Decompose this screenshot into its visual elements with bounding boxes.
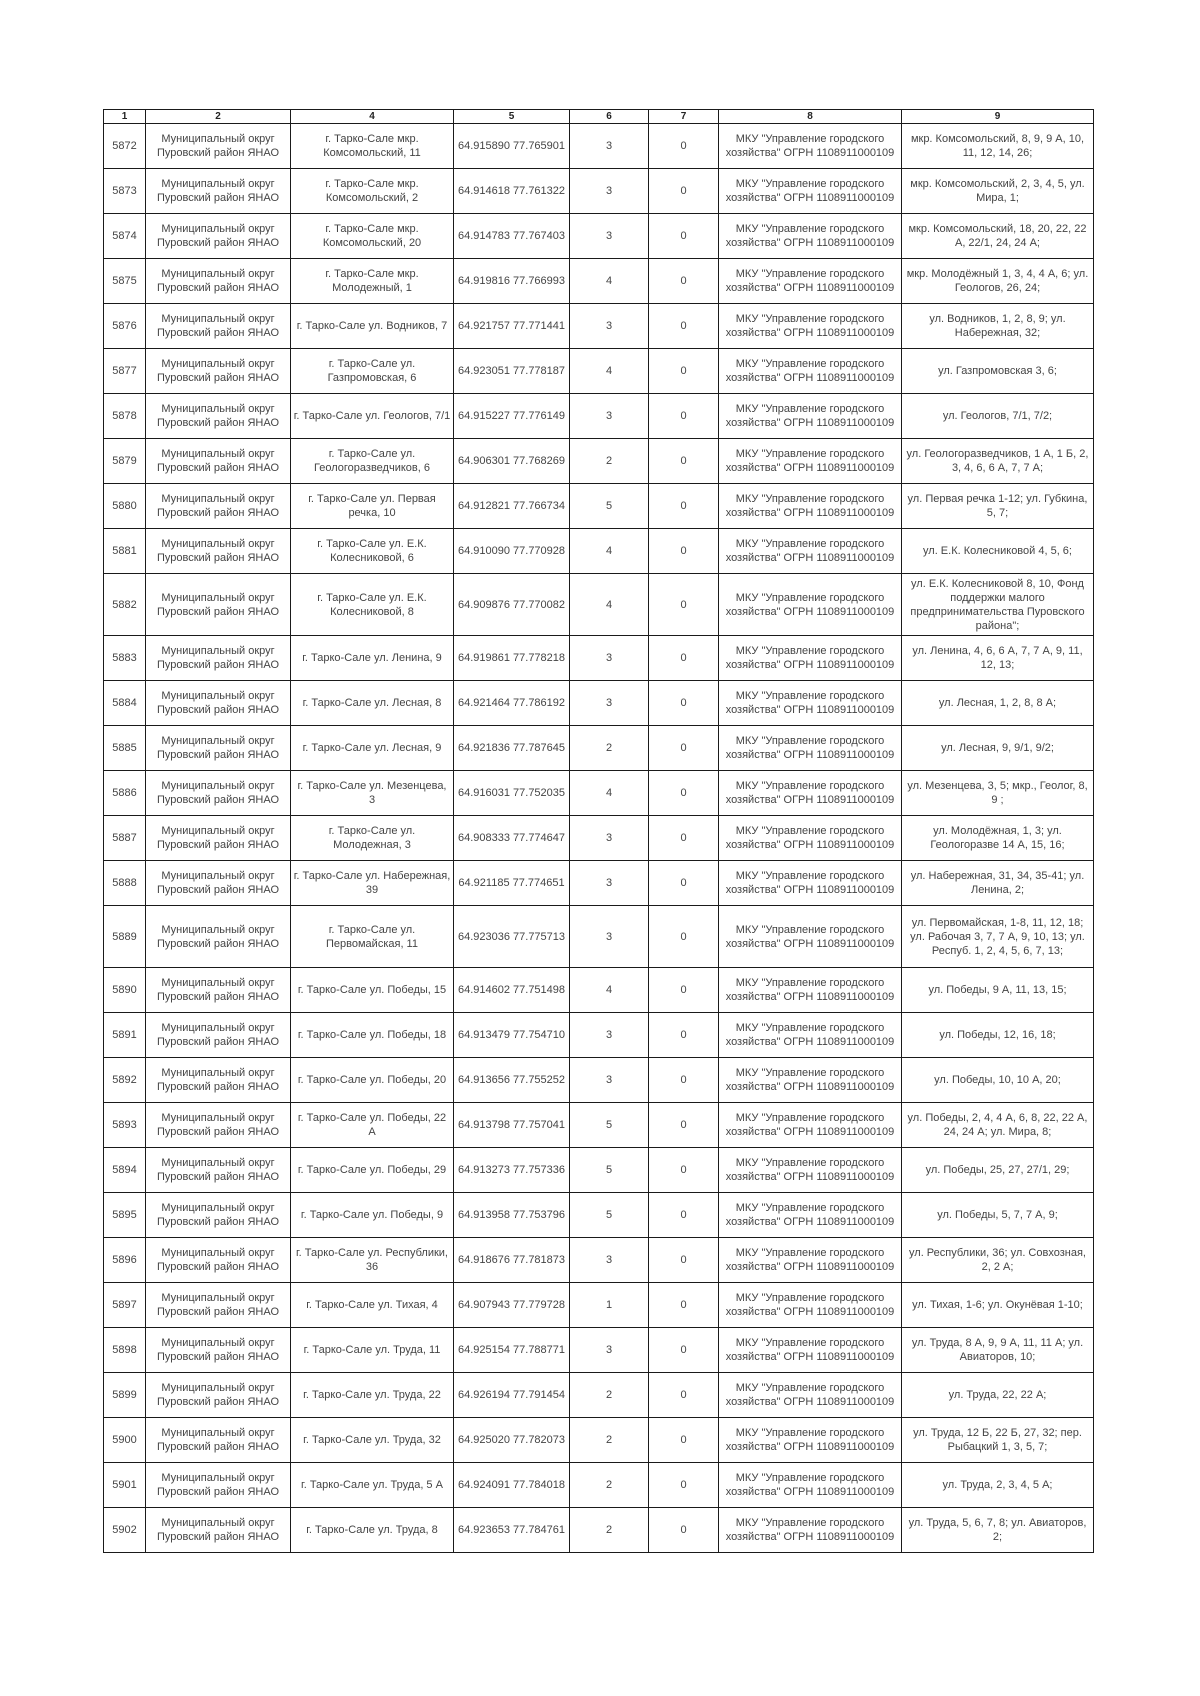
coordinates-cell: 64.921836 77.787645 <box>454 726 570 771</box>
row-number-cell: 5873 <box>104 169 146 214</box>
header-cell: 5 <box>454 110 570 124</box>
column-7-cell: 0 <box>649 394 719 439</box>
row-number-cell: 5884 <box>104 681 146 726</box>
containers-cell: 3 <box>570 861 649 906</box>
address-cell: г. Тарко-Сале ул. Тихая, 4 <box>291 1283 454 1328</box>
coordinates-cell: 64.925020 77.782073 <box>454 1418 570 1463</box>
header-cell: 4 <box>291 110 454 124</box>
served-objects-cell: ул. Победы, 10, 10 А, 20; <box>902 1058 1094 1103</box>
coordinates-cell: 64.921757 77.771441 <box>454 304 570 349</box>
row-number-cell: 5875 <box>104 259 146 304</box>
address-cell: г. Тарко-Сале ул. Водников, 7 <box>291 304 454 349</box>
owner-cell: МКУ "Управление городского хозяйства" ОГРН 1108911000109 <box>719 1418 902 1463</box>
owner-cell: МКУ "Управление городского хозяйства" ОГРН 1108911000109 <box>719 259 902 304</box>
column-7-cell: 0 <box>649 124 719 169</box>
address-cell: г. Тарко-Сале ул. Лесная, 8 <box>291 681 454 726</box>
owner-cell: МКУ "Управление городского хозяйства" ОГРН 1108911000109 <box>719 574 902 636</box>
address-cell: г. Тарко-Сале ул. Труда, 8 <box>291 1508 454 1553</box>
table-row <box>104 681 1094 726</box>
address-cell: г. Тарко-Сале ул. Победы, 29 <box>291 1148 454 1193</box>
owner-cell: МКУ "Управление городского хозяйства" ОГРН 1108911000109 <box>719 1058 902 1103</box>
row-number-cell: 5888 <box>104 861 146 906</box>
column-7-cell: 0 <box>649 1463 719 1508</box>
served-objects-cell: ул. Набережная, 31, 34, 35-41; ул. Ленина, 2; <box>902 861 1094 906</box>
coordinates-cell: 64.913656 77.755252 <box>454 1058 570 1103</box>
column-7-cell: 0 <box>649 636 719 681</box>
column-7-cell: 0 <box>649 1148 719 1193</box>
row-number-cell: 5886 <box>104 771 146 816</box>
row-number-cell: 5883 <box>104 636 146 681</box>
coordinates-cell: 64.926194 77.791454 <box>454 1373 570 1418</box>
containers-cell: 4 <box>570 529 649 574</box>
containers-cell: 5 <box>570 1103 649 1148</box>
served-objects-cell: ул. Победы, 2, 4, 4 А, 6, 8, 22, 22 А, 24, 24 А; ул. Мира, 8; <box>902 1103 1094 1148</box>
row-number-cell: 5876 <box>104 304 146 349</box>
district-cell: Муниципальный округ Пуровский район ЯНАО <box>146 1418 291 1463</box>
row-number-cell: 5874 <box>104 214 146 259</box>
owner-cell: МКУ "Управление городского хозяйства" ОГРН 1108911000109 <box>719 169 902 214</box>
column-7-cell: 0 <box>649 304 719 349</box>
address-cell: г. Тарко-Сале ул. Первомайская, 11 <box>291 906 454 968</box>
row-number-cell: 5872 <box>104 124 146 169</box>
row-number-cell: 5902 <box>104 1508 146 1553</box>
served-objects-cell: ул. Победы, 25, 27, 27/1, 29; <box>902 1148 1094 1193</box>
address-cell: г. Тарко-Сале ул. Республики, 36 <box>291 1238 454 1283</box>
coordinates-cell: 64.919816 77.766993 <box>454 259 570 304</box>
address-cell: г. Тарко-Сале ул. Е.К. Колесниковой, 6 <box>291 529 454 574</box>
owner-cell: МКУ "Управление городского хозяйства" ОГРН 1108911000109 <box>719 214 902 259</box>
column-7-cell: 0 <box>649 349 719 394</box>
table-row <box>104 394 1094 439</box>
row-number-cell: 5890 <box>104 968 146 1013</box>
table-row <box>104 771 1094 816</box>
table-row <box>104 906 1094 968</box>
containers-cell: 3 <box>570 1013 649 1058</box>
address-cell: г. Тарко-Сале мкр. Комсомольский, 11 <box>291 124 454 169</box>
row-number-cell: 5895 <box>104 1193 146 1238</box>
served-objects-cell: ул. Мезенцева, 3, 5; мкр., Геолог, 8, 9 ; <box>902 771 1094 816</box>
district-cell: Муниципальный округ Пуровский район ЯНАО <box>146 124 291 169</box>
served-objects-cell: ул. Победы, 9 А, 11, 13, 15; <box>902 968 1094 1013</box>
address-cell: г. Тарко-Сале ул. Е.К. Колесниковой, 8 <box>291 574 454 636</box>
table-row <box>104 1058 1094 1103</box>
served-objects-cell: ул. Труда, 12 Б, 22 Б, 27, 32; пер. Рыбацкий 1, 3, 5, 7; <box>902 1418 1094 1463</box>
containers-cell: 3 <box>570 636 649 681</box>
row-number-cell: 5897 <box>104 1283 146 1328</box>
row-number-cell: 5901 <box>104 1463 146 1508</box>
header-cell: 7 <box>649 110 719 124</box>
column-7-cell: 0 <box>649 681 719 726</box>
district-cell: Муниципальный округ Пуровский район ЯНАО <box>146 1328 291 1373</box>
district-cell: Муниципальный округ Пуровский район ЯНАО <box>146 636 291 681</box>
column-7-cell: 0 <box>649 574 719 636</box>
address-cell: г. Тарко-Сале ул. Победы, 15 <box>291 968 454 1013</box>
table-row <box>104 259 1094 304</box>
column-7-cell: 0 <box>649 439 719 484</box>
column-7-cell: 0 <box>649 1418 719 1463</box>
district-cell: Муниципальный округ Пуровский район ЯНАО <box>146 169 291 214</box>
column-7-cell: 0 <box>649 1283 719 1328</box>
address-cell: г. Тарко-Сале ул. Ленина, 9 <box>291 636 454 681</box>
address-cell: г. Тарко-Сале ул. Труда, 11 <box>291 1328 454 1373</box>
containers-cell: 4 <box>570 968 649 1013</box>
owner-cell: МКУ "Управление городского хозяйства" ОГРН 1108911000109 <box>719 529 902 574</box>
district-cell: Муниципальный округ Пуровский район ЯНАО <box>146 1148 291 1193</box>
column-7-cell: 0 <box>649 529 719 574</box>
served-objects-cell: ул. Победы, 5, 7, 7 А, 9; <box>902 1193 1094 1238</box>
served-objects-cell: ул. Е.К. Колесниковой 4, 5, 6; <box>902 529 1094 574</box>
served-objects-cell: ул. Труда, 8 А, 9, 9 А, 11, 11 А; ул. Авиаторов, 10; <box>902 1328 1094 1373</box>
containers-cell: 5 <box>570 1193 649 1238</box>
served-objects-cell: ул. Республики, 36; ул. Совхозная, 2, 2 А; <box>902 1238 1094 1283</box>
address-cell: г. Тарко-Сале мкр. Молодежный, 1 <box>291 259 454 304</box>
owner-cell: МКУ "Управление городского хозяйства" ОГРН 1108911000109 <box>719 771 902 816</box>
district-cell: Муниципальный округ Пуровский район ЯНАО <box>146 349 291 394</box>
address-cell: г. Тарко-Сале ул. Труда, 5 А <box>291 1463 454 1508</box>
containers-cell: 3 <box>570 1328 649 1373</box>
coordinates-cell: 64.908333 77.774647 <box>454 816 570 861</box>
address-cell: г. Тарко-Сале ул. Лесная, 9 <box>291 726 454 771</box>
district-cell: Муниципальный округ Пуровский район ЯНАО <box>146 726 291 771</box>
served-objects-cell: ул. Молодёжная, 1, 3; ул. Геологоразве 14 А, 15, 16; <box>902 816 1094 861</box>
table-row <box>104 861 1094 906</box>
address-cell: г. Тарко-Сале ул. Геологов, 7/1 <box>291 394 454 439</box>
address-cell: г. Тарко-Сале ул. Победы, 9 <box>291 1193 454 1238</box>
containers-cell: 3 <box>570 681 649 726</box>
row-number-cell: 5892 <box>104 1058 146 1103</box>
containers-cell: 2 <box>570 1508 649 1553</box>
table-row <box>104 1328 1094 1373</box>
coordinates-cell: 64.914618 77.761322 <box>454 169 570 214</box>
owner-cell: МКУ "Управление городского хозяйства" ОГРН 1108911000109 <box>719 636 902 681</box>
column-7-cell: 0 <box>649 1013 719 1058</box>
containers-cell: 4 <box>570 771 649 816</box>
row-number-cell: 5889 <box>104 906 146 968</box>
column-7-cell: 0 <box>649 259 719 304</box>
coordinates-cell: 64.923051 77.778187 <box>454 349 570 394</box>
coordinates-cell: 64.924091 77.784018 <box>454 1463 570 1508</box>
served-objects-cell: ул. Тихая, 1-6; ул. Окунёвая 1-10; <box>902 1283 1094 1328</box>
address-cell: г. Тарко-Сале ул. Победы, 20 <box>291 1058 454 1103</box>
coordinates-cell: 64.916031 77.752035 <box>454 771 570 816</box>
owner-cell: МКУ "Управление городского хозяйства" ОГРН 1108911000109 <box>719 1013 902 1058</box>
district-cell: Муниципальный округ Пуровский район ЯНАО <box>146 816 291 861</box>
containers-cell: 2 <box>570 1373 649 1418</box>
column-7-cell: 0 <box>649 1508 719 1553</box>
owner-cell: МКУ "Управление городского хозяйства" ОГРН 1108911000109 <box>719 1463 902 1508</box>
coordinates-cell: 64.919861 77.778218 <box>454 636 570 681</box>
coordinates-cell: 64.906301 77.768269 <box>454 439 570 484</box>
owner-cell: МКУ "Управление городского хозяйства" ОГРН 1108911000109 <box>719 816 902 861</box>
served-objects-cell: мкр. Молодёжный 1, 3, 4, 4 А, 6; ул. Геологов, 26, 24; <box>902 259 1094 304</box>
owner-cell: МКУ "Управление городского хозяйства" ОГРН 1108911000109 <box>719 349 902 394</box>
district-cell: Муниципальный округ Пуровский район ЯНАО <box>146 439 291 484</box>
served-objects-cell: ул. Е.К. Колесниковой 8, 10, Фонд поддержки малого предпринимательства Пуровского района"; <box>902 574 1094 636</box>
column-7-cell: 0 <box>649 1328 719 1373</box>
owner-cell: МКУ "Управление городского хозяйства" ОГРН 1108911000109 <box>719 906 902 968</box>
address-cell: г. Тарко-Сале ул. Молодежная, 3 <box>291 816 454 861</box>
containers-cell: 3 <box>570 169 649 214</box>
containers-cell: 4 <box>570 574 649 636</box>
district-cell: Муниципальный округ Пуровский район ЯНАО <box>146 1013 291 1058</box>
district-cell: Муниципальный округ Пуровский район ЯНАО <box>146 529 291 574</box>
containers-cell: 3 <box>570 124 649 169</box>
row-number-cell: 5896 <box>104 1238 146 1283</box>
address-cell: г. Тарко-Сале ул. Газпромовская, 6 <box>291 349 454 394</box>
district-cell: Муниципальный округ Пуровский район ЯНАО <box>146 1508 291 1553</box>
served-objects-cell: ул. Лесная, 9, 9/1, 9/2; <box>902 726 1094 771</box>
district-cell: Муниципальный округ Пуровский район ЯНАО <box>146 484 291 529</box>
district-cell: Муниципальный округ Пуровский район ЯНАО <box>146 1238 291 1283</box>
row-number-cell: 5879 <box>104 439 146 484</box>
served-objects-cell: мкр. Комсомольский, 18, 20, 22, 22 А, 22/1, 24, 24 А; <box>902 214 1094 259</box>
owner-cell: МКУ "Управление городского хозяйства" ОГРН 1108911000109 <box>719 124 902 169</box>
containers-cell: 3 <box>570 394 649 439</box>
containers-cell: 2 <box>570 1463 649 1508</box>
owner-cell: МКУ "Управление городского хозяйства" ОГРН 1108911000109 <box>719 1283 902 1328</box>
column-7-cell: 0 <box>649 726 719 771</box>
coordinates-cell: 64.913273 77.757336 <box>454 1148 570 1193</box>
column-7-cell: 0 <box>649 1238 719 1283</box>
district-cell: Муниципальный округ Пуровский район ЯНАО <box>146 574 291 636</box>
owner-cell: МКУ "Управление городского хозяйства" ОГРН 1108911000109 <box>719 304 902 349</box>
column-7-cell: 0 <box>649 1193 719 1238</box>
served-objects-cell: ул. Труда, 22, 22 А; <box>902 1373 1094 1418</box>
table-row <box>104 816 1094 861</box>
table-row <box>104 124 1094 169</box>
served-objects-cell: ул. Газпромовская 3, 6; <box>902 349 1094 394</box>
table-row <box>104 574 1094 636</box>
table-row <box>104 304 1094 349</box>
row-number-cell: 5882 <box>104 574 146 636</box>
coordinates-cell: 64.921185 77.774651 <box>454 861 570 906</box>
column-7-cell: 0 <box>649 861 719 906</box>
header-row <box>104 110 1094 124</box>
coordinates-cell: 64.914783 77.767403 <box>454 214 570 259</box>
address-cell: г. Тарко-Сале ул. Геологоразведчиков, 6 <box>291 439 454 484</box>
column-7-cell: 0 <box>649 214 719 259</box>
containers-cell: 4 <box>570 349 649 394</box>
district-cell: Муниципальный округ Пуровский район ЯНАО <box>146 259 291 304</box>
column-7-cell: 0 <box>649 1058 719 1103</box>
row-number-cell: 5887 <box>104 816 146 861</box>
column-7-cell: 0 <box>649 1103 719 1148</box>
table-row <box>104 1148 1094 1193</box>
address-cell: г. Тарко-Сале ул. Победы, 22 А <box>291 1103 454 1148</box>
owner-cell: МКУ "Управление городского хозяйства" ОГРН 1108911000109 <box>719 1103 902 1148</box>
column-7-cell: 0 <box>649 484 719 529</box>
district-cell: Муниципальный округ Пуровский район ЯНАО <box>146 1283 291 1328</box>
containers-cell: 3 <box>570 816 649 861</box>
owner-cell: МКУ "Управление городского хозяйства" ОГРН 1108911000109 <box>719 1238 902 1283</box>
owner-cell: МКУ "Управление городского хозяйства" ОГРН 1108911000109 <box>719 1193 902 1238</box>
coordinates-cell: 64.923653 77.784761 <box>454 1508 570 1553</box>
owner-cell: МКУ "Управление городского хозяйства" ОГРН 1108911000109 <box>719 681 902 726</box>
table-row <box>104 169 1094 214</box>
coordinates-cell: 64.915227 77.776149 <box>454 394 570 439</box>
coordinates-cell: 64.921464 77.786192 <box>454 681 570 726</box>
owner-cell: МКУ "Управление городского хозяйства" ОГРН 1108911000109 <box>719 726 902 771</box>
containers-cell: 3 <box>570 906 649 968</box>
table-row <box>104 1373 1094 1418</box>
row-number-cell: 5900 <box>104 1418 146 1463</box>
coordinates-cell: 64.918676 77.781873 <box>454 1238 570 1283</box>
address-cell: г. Тарко-Сале ул. Труда, 22 <box>291 1373 454 1418</box>
registry-table <box>103 109 1094 1553</box>
table-row <box>104 439 1094 484</box>
coordinates-cell: 64.915890 77.765901 <box>454 124 570 169</box>
containers-cell: 2 <box>570 1418 649 1463</box>
served-objects-cell: мкр. Комсомольский, 2, 3, 4, 5, ул. Мира, 1; <box>902 169 1094 214</box>
containers-cell: 2 <box>570 726 649 771</box>
column-7-cell: 0 <box>649 169 719 214</box>
district-cell: Муниципальный округ Пуровский район ЯНАО <box>146 1373 291 1418</box>
served-objects-cell: ул. Лесная, 1, 2, 8, 8 А; <box>902 681 1094 726</box>
header-cell: 2 <box>146 110 291 124</box>
row-number-cell: 5885 <box>104 726 146 771</box>
table-row <box>104 214 1094 259</box>
owner-cell: МКУ "Управление городского хозяйства" ОГРН 1108911000109 <box>719 1508 902 1553</box>
coordinates-cell: 64.907943 77.779728 <box>454 1283 570 1328</box>
served-objects-cell: ул. Первомайская, 1-8, 11, 12, 18; ул. Рабочая 3, 7, 7 А, 9, 10, 13; ул. Респуб. 1, 2, 4, 5, 6, 7, 13; <box>902 906 1094 968</box>
district-cell: Муниципальный округ Пуровский район ЯНАО <box>146 1463 291 1508</box>
row-number-cell: 5899 <box>104 1373 146 1418</box>
district-cell: Муниципальный округ Пуровский район ЯНАО <box>146 968 291 1013</box>
header-cell: 1 <box>104 110 146 124</box>
row-number-cell: 5893 <box>104 1103 146 1148</box>
coordinates-cell: 64.913479 77.754710 <box>454 1013 570 1058</box>
column-7-cell: 0 <box>649 1373 719 1418</box>
column-7-cell: 0 <box>649 816 719 861</box>
table-row <box>104 1013 1094 1058</box>
table-row <box>104 726 1094 771</box>
served-objects-cell: ул. Геологов, 7/1, 7/2; <box>902 394 1094 439</box>
served-objects-cell: ул. Ленина, 4, 6, 6 А, 7, 7 А, 9, 11, 12, 13; <box>902 636 1094 681</box>
header-cell: 6 <box>570 110 649 124</box>
served-objects-cell: ул. Водников, 1, 2, 8, 9; ул. Набережная, 32; <box>902 304 1094 349</box>
table-row <box>104 1103 1094 1148</box>
containers-cell: 3 <box>570 304 649 349</box>
table-row <box>104 1418 1094 1463</box>
table-body <box>104 124 1094 1553</box>
coordinates-cell: 64.914602 77.751498 <box>454 968 570 1013</box>
containers-cell: 5 <box>570 1148 649 1193</box>
containers-cell: 5 <box>570 484 649 529</box>
owner-cell: МКУ "Управление городского хозяйства" ОГРН 1108911000109 <box>719 861 902 906</box>
containers-cell: 1 <box>570 1283 649 1328</box>
table-row <box>104 1463 1094 1508</box>
row-number-cell: 5878 <box>104 394 146 439</box>
district-cell: Муниципальный округ Пуровский район ЯНАО <box>146 304 291 349</box>
header-cell: 9 <box>902 110 1094 124</box>
served-objects-cell: ул. Геологоразведчиков, 1 А, 1 Б, 2, 3, 4, 6, 6 А, 7, 7 А; <box>902 439 1094 484</box>
owner-cell: МКУ "Управление городского хозяйства" ОГРН 1108911000109 <box>719 394 902 439</box>
district-cell: Муниципальный округ Пуровский район ЯНАО <box>146 771 291 816</box>
table-row <box>104 484 1094 529</box>
address-cell: г. Тарко-Сале ул. Мезенцева, 3 <box>291 771 454 816</box>
row-number-cell: 5881 <box>104 529 146 574</box>
coordinates-cell: 64.912821 77.766734 <box>454 484 570 529</box>
row-number-cell: 5880 <box>104 484 146 529</box>
address-cell: г. Тарко-Сале ул. Труда, 32 <box>291 1418 454 1463</box>
table-row <box>104 968 1094 1013</box>
table-row <box>104 1238 1094 1283</box>
address-cell: г. Тарко-Сале мкр. Комсомольский, 20 <box>291 214 454 259</box>
address-cell: г. Тарко-Сале ул. Первая речка, 10 <box>291 484 454 529</box>
table-row <box>104 1193 1094 1238</box>
served-objects-cell: ул. Победы, 12, 16, 18; <box>902 1013 1094 1058</box>
district-cell: Муниципальный округ Пуровский район ЯНАО <box>146 1058 291 1103</box>
owner-cell: МКУ "Управление городского хозяйства" ОГРН 1108911000109 <box>719 968 902 1013</box>
header-cell: 8 <box>719 110 902 124</box>
coordinates-cell: 64.925154 77.788771 <box>454 1328 570 1373</box>
table-row <box>104 1283 1094 1328</box>
containers-cell: 3 <box>570 1238 649 1283</box>
address-cell: г. Тарко-Сале мкр. Комсомольский, 2 <box>291 169 454 214</box>
district-cell: Муниципальный округ Пуровский район ЯНАО <box>146 394 291 439</box>
served-objects-cell: мкр. Комсомольский, 8, 9, 9 А, 10, 11, 12, 14, 26; <box>902 124 1094 169</box>
table-row <box>104 1508 1094 1553</box>
district-cell: Муниципальный округ Пуровский район ЯНАО <box>146 1103 291 1148</box>
address-cell: г. Тарко-Сале ул. Победы, 18 <box>291 1013 454 1058</box>
district-cell: Муниципальный округ Пуровский район ЯНАО <box>146 681 291 726</box>
row-number-cell: 5891 <box>104 1013 146 1058</box>
containers-cell: 3 <box>570 214 649 259</box>
coordinates-cell: 64.909876 77.770082 <box>454 574 570 636</box>
served-objects-cell: ул. Первая речка 1-12; ул. Губкина, 5, 7; <box>902 484 1094 529</box>
coordinates-cell: 64.910090 77.770928 <box>454 529 570 574</box>
row-number-cell: 5877 <box>104 349 146 394</box>
district-cell: Муниципальный округ Пуровский район ЯНАО <box>146 861 291 906</box>
address-cell: г. Тарко-Сале ул. Набережная, 39 <box>291 861 454 906</box>
row-number-cell: 5898 <box>104 1328 146 1373</box>
containers-cell: 2 <box>570 439 649 484</box>
owner-cell: МКУ "Управление городского хозяйства" ОГРН 1108911000109 <box>719 484 902 529</box>
column-7-cell: 0 <box>649 771 719 816</box>
served-objects-cell: ул. Труда, 5, 6, 7, 8; ул. Авиаторов, 2; <box>902 1508 1094 1553</box>
column-7-cell: 0 <box>649 968 719 1013</box>
district-cell: Муниципальный округ Пуровский район ЯНАО <box>146 1193 291 1238</box>
coordinates-cell: 64.913958 77.753796 <box>454 1193 570 1238</box>
table-row <box>104 636 1094 681</box>
coordinates-cell: 64.913798 77.757041 <box>454 1103 570 1148</box>
served-objects-cell: ул. Труда, 2, 3, 4, 5 А; <box>902 1463 1094 1508</box>
row-number-cell: 5894 <box>104 1148 146 1193</box>
owner-cell: МКУ "Управление городского хозяйства" ОГРН 1108911000109 <box>719 1148 902 1193</box>
owner-cell: МКУ "Управление городского хозяйства" ОГРН 1108911000109 <box>719 439 902 484</box>
containers-cell: 4 <box>570 259 649 304</box>
table-row <box>104 349 1094 394</box>
district-cell: Муниципальный округ Пуровский район ЯНАО <box>146 214 291 259</box>
coordinates-cell: 64.923036 77.775713 <box>454 906 570 968</box>
owner-cell: МКУ "Управление городского хозяйства" ОГРН 1108911000109 <box>719 1373 902 1418</box>
table-row <box>104 529 1094 574</box>
owner-cell: МКУ "Управление городского хозяйства" ОГРН 1108911000109 <box>719 1328 902 1373</box>
column-7-cell: 0 <box>649 906 719 968</box>
district-cell: Муниципальный округ Пуровский район ЯНАО <box>146 906 291 968</box>
containers-cell: 3 <box>570 1058 649 1103</box>
